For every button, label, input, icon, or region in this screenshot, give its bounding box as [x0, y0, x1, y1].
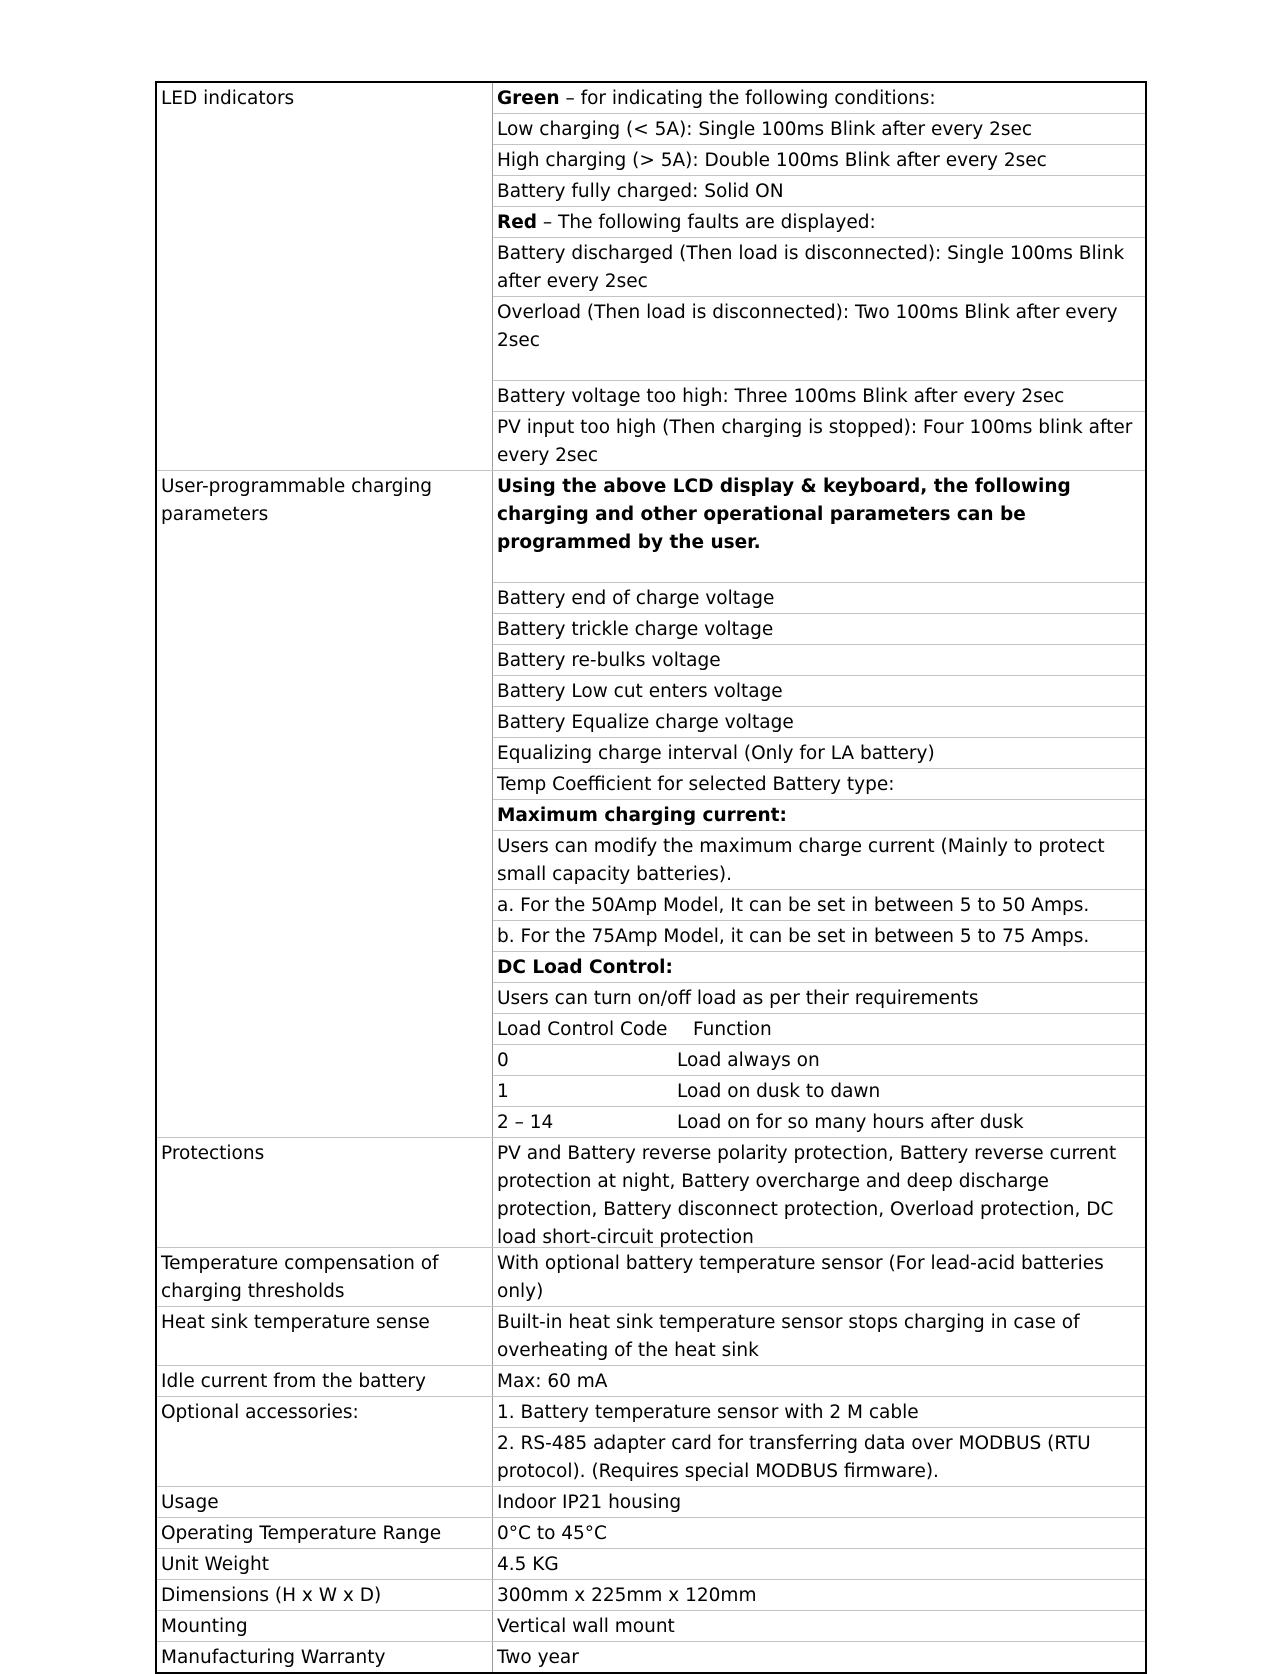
accessory-item: 2. RS-485 adapter card for transferring data over MODBUS (RTU protocol). (Requires special MODBUS firmware).: [493, 1427, 1145, 1486]
row-value-text: 0°C to 45°C: [497, 1523, 607, 1544]
row-value: [493, 1549, 1145, 1579]
row-operating-temperature: [157, 1517, 1145, 1548]
spacer: [497, 557, 1141, 582]
dc-load-title: DC Load Control:: [493, 951, 1145, 982]
row-label: Unit Weight: [157, 1549, 493, 1579]
code-value: 0: [497, 1050, 509, 1071]
led-green-item: Battery fully charged: Solid ON: [493, 175, 1145, 206]
code-row: [493, 1075, 1145, 1106]
heat-sink-value: Built-in heat sink temperature sensor stops charging in case of overheating of the heat sink: [497, 1312, 1080, 1361]
spec-table: [155, 81, 1147, 1674]
led-red-item: PV input too high (Then charging is stopped): Four 100ms blink after every 2sec: [493, 411, 1145, 470]
red-title: Red: [497, 212, 538, 233]
row-dimensions: [157, 1579, 1145, 1610]
green-heading: [493, 83, 1145, 113]
row-value-text: Two year: [497, 1647, 579, 1668]
led-green-item: High charging (> 5A): Double 100ms Blink after every 2sec: [493, 144, 1145, 175]
row-heat-sink: [157, 1306, 1145, 1365]
row-value: [493, 1366, 1145, 1396]
row-label: Idle current from the battery: [157, 1366, 493, 1396]
row-unit-weight: [157, 1548, 1145, 1579]
led-red-item: Battery voltage too high: Three 100ms Blink after every 2sec: [493, 380, 1145, 411]
param-item: Battery trickle charge voltage: [493, 613, 1145, 644]
row-label: Optional accessories:: [157, 1397, 493, 1486]
param-item: Battery Equalize charge voltage: [493, 706, 1145, 737]
red-heading: [493, 206, 1145, 237]
row-label: LED indicators: [157, 83, 493, 470]
led-green-item: Low charging (< 5A): Single 100ms Blink after every 2sec: [493, 113, 1145, 144]
code-value: 1: [497, 1081, 509, 1102]
code-table-header: [493, 1013, 1145, 1044]
row-value: [493, 83, 1145, 470]
row-value-text: Indoor IP21 housing: [497, 1492, 682, 1513]
green-desc: – for indicating the following conditions:: [559, 88, 936, 109]
row-value-text: 300mm x 225mm x 120mm: [497, 1585, 757, 1606]
max-current-a: a. For the 50Amp Model, It can be set in between 5 to 50 Amps.: [493, 889, 1145, 920]
row-label: Manufacturing Warranty: [157, 1642, 493, 1672]
param-item: Battery end of charge voltage: [493, 582, 1145, 613]
max-current-desc: Users can modify the maximum charge current (Mainly to protect small capacity batteries).: [493, 830, 1145, 889]
max-current-title: Maximum charging current:: [493, 799, 1145, 830]
max-current-b: b. For the 75Amp Model, it can be set in between 5 to 75 Amps.: [493, 920, 1145, 951]
green-title: Green: [497, 88, 560, 109]
row-value: [493, 1307, 1145, 1365]
code-function: Load always on: [677, 1050, 820, 1071]
protections-value: PV and Battery reverse polarity protection, Battery reverse current protection at night, Battery overcharge and deep discharge protection, Battery disconnect protection, Overload protection, DC load short-circuit protection: [497, 1143, 1117, 1247]
row-value: [493, 471, 1145, 1137]
param-item: Battery Low cut enters voltage: [493, 675, 1145, 706]
code-header: Load Control Code: [497, 1019, 668, 1040]
dc-load-desc: Users can turn on/off load as per their requirements: [493, 982, 1145, 1013]
red-desc: – The following faults are displayed:: [537, 212, 876, 233]
function-header: Function: [693, 1019, 772, 1040]
row-label: Dimensions (H x W x D): [157, 1580, 493, 1610]
code-value: 2 – 14: [497, 1112, 554, 1133]
row-label: Operating Temperature Range: [157, 1518, 493, 1548]
row-protections: [157, 1137, 1145, 1247]
spacer: [497, 355, 1141, 380]
param-item: Battery re-bulks voltage: [493, 644, 1145, 675]
accessory-item: 1. Battery temperature sensor with 2 M cable: [497, 1402, 919, 1423]
row-label: Protections: [157, 1138, 493, 1247]
row-label: Mounting: [157, 1611, 493, 1641]
row-value: [493, 1487, 1145, 1517]
temp-comp-value: With optional battery temperature sensor (For lead-acid batteries only): [497, 1253, 1104, 1302]
row-value: [493, 1580, 1145, 1610]
params-intro-text: Using the above LCD display & keyboard, the following charging and other operational parameters can be programmed by the user.: [497, 476, 1071, 553]
row-value: [493, 1248, 1145, 1306]
row-label: Usage: [157, 1487, 493, 1517]
row-charging-parameters: [157, 470, 1145, 1137]
row-value-text: Vertical wall mount: [497, 1616, 675, 1637]
row-label: Heat sink temperature sense: [157, 1307, 493, 1365]
row-value: [493, 1642, 1145, 1672]
row-value: [493, 1611, 1145, 1641]
row-value: [493, 1138, 1145, 1247]
code-row: [493, 1044, 1145, 1075]
row-label: Temperature compensation of charging thresholds: [157, 1248, 493, 1306]
code-row: [493, 1106, 1145, 1137]
row-led-indicators: [157, 83, 1145, 470]
row-idle-current: [157, 1365, 1145, 1396]
code-function: Load on for so many hours after dusk: [677, 1112, 1024, 1133]
row-mounting: [157, 1610, 1145, 1641]
led-red-item: Battery discharged (Then load is disconnected): Single 100ms Blink after every 2sec: [493, 237, 1145, 296]
row-optional-accessories: [157, 1396, 1145, 1486]
row-warranty: [157, 1641, 1145, 1672]
row-usage: [157, 1486, 1145, 1517]
row-label: User-programmable charging parameters: [157, 471, 493, 1137]
row-value: [493, 1518, 1145, 1548]
led-red-item-text: Overload (Then load is disconnected): Two 100ms Blink after every 2sec: [497, 302, 1118, 351]
idle-value: Max: 60 mA: [497, 1371, 608, 1392]
row-value: [493, 1397, 1145, 1486]
led-red-item: [493, 296, 1145, 380]
param-item: Equalizing charge interval (Only for LA battery): [493, 737, 1145, 768]
param-item: Temp Coefficient for selected Battery type:: [493, 768, 1145, 799]
row-value-text: 4.5 KG: [497, 1554, 559, 1575]
params-intro: [493, 471, 1145, 582]
code-function: Load on dusk to dawn: [677, 1081, 881, 1102]
row-temperature-compensation: [157, 1247, 1145, 1306]
